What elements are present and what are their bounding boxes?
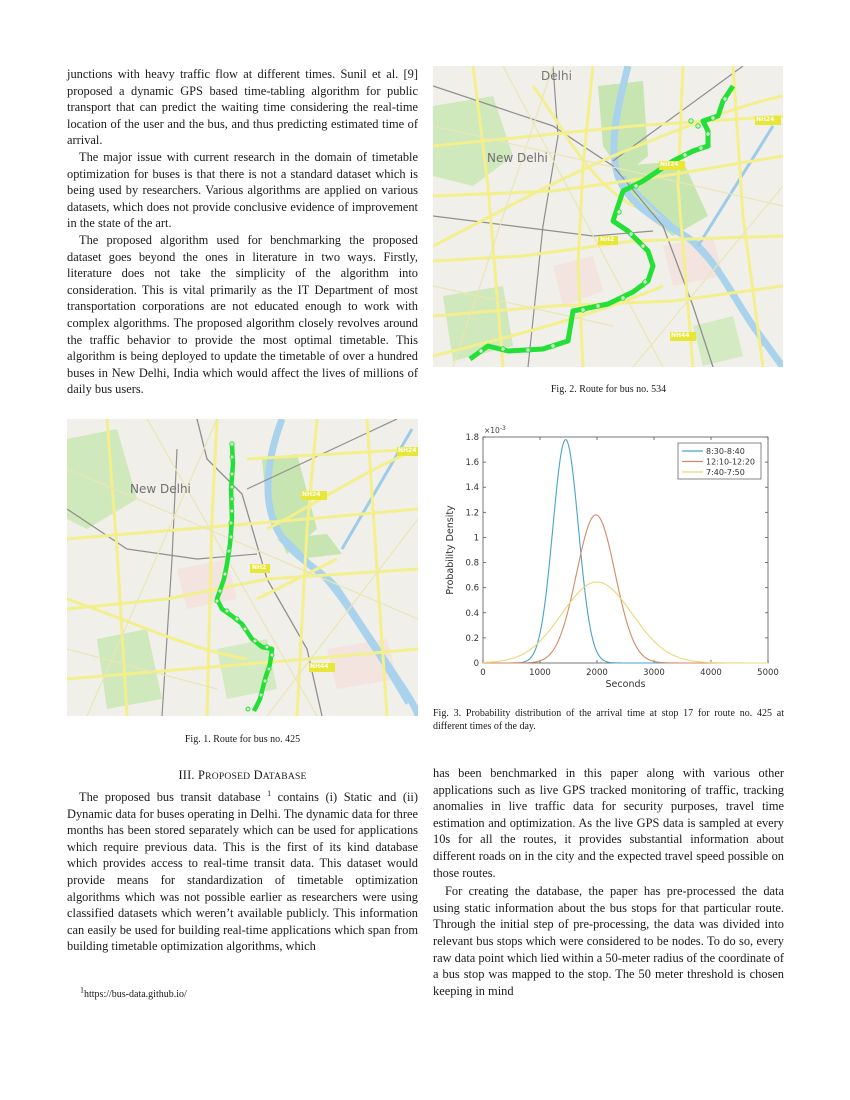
- right-column-bottom-text: [433, 765, 784, 999]
- chart-svg: [438, 422, 783, 697]
- legend-label: 7:40-7:50: [706, 468, 745, 477]
- section-title-initial: D: [253, 768, 263, 782]
- map-label-new-delhi: New Delhi: [487, 151, 548, 165]
- y-tick-label: 1.4: [465, 483, 479, 494]
- x-tick-label: 3000: [643, 668, 665, 678]
- x-tick-label: 1000: [529, 668, 551, 678]
- y-axis-label: Probability Density: [445, 505, 456, 595]
- paragraph-rest: contains (i) Static and (ii) Dynamic data for buses operating in Delhi. The dynamic data for three months has been stored separately which can be used for applications which require previous data. This is the first of its kind database which provides access to real-time transit data. This dataset would provide means for standardization of timetable optimization algorithms which was not possible earlier as researchers were using classified datasets which weren’t available publicly. This information can easily be used for building real-time applications which span from building timetable optimization algorithms, which: [67, 790, 418, 954]
- left-column-top-text: [67, 66, 418, 398]
- x-tick-label: 4000: [700, 668, 722, 678]
- x-tick-label: 5000: [757, 668, 779, 678]
- probability-density-chart: [438, 422, 783, 697]
- section-number: III.: [178, 768, 195, 782]
- x-tick-label: 0: [480, 668, 486, 678]
- figure-3-caption: Fig. 3. Probability distribution of the arrival time at stop 17 for route no. 425 at different times of the day.: [433, 708, 784, 732]
- highway-label: NH24: [756, 116, 775, 123]
- legend-label: 12:10-12:20: [706, 457, 755, 467]
- footnote-url[interactable]: https://bus-data.github.io/: [84, 989, 187, 1000]
- section-title-initial: P: [198, 768, 206, 782]
- y-tick-label: 1.2: [465, 508, 479, 519]
- highway-label: NH2: [600, 236, 615, 243]
- paragraph-start: The proposed bus transit database: [79, 790, 261, 804]
- y-tick-label: 0.4: [465, 608, 479, 619]
- section-title-rest: ROPOSED: [205, 771, 251, 782]
- highway-label: NH24: [398, 447, 417, 454]
- y-tick-label: 0.6: [465, 583, 479, 594]
- y-tick-label: 1.8: [465, 433, 479, 443]
- paragraph: [67, 789, 418, 955]
- route-map-bus-534: [433, 66, 783, 367]
- route-map-bus-425: [67, 419, 418, 716]
- section-title-rest: ATABASE: [262, 771, 307, 782]
- y-multiplier-label: $\times 10^{-3}$: [484, 425, 506, 435]
- legend-label: 8:30-8:40: [706, 447, 745, 456]
- y-tick-label: 0.2: [465, 633, 479, 644]
- y-tick-label: 0.8: [465, 558, 479, 569]
- map-graphic: [433, 66, 783, 367]
- figure-1-caption: Fig. 1. Route for bus no. 425: [184, 734, 301, 745]
- paragraph: junctions with heavy traffic flow at different times. Sunil et al. [9] proposed a dynamic GPS based time-tabling algorithm for public transport that can predict the waiting time considering the real-time location of the user and the bus, and thus predicting estimated time of arrival.: [67, 67, 418, 148]
- map-label-new-delhi: New Delhi: [130, 482, 191, 496]
- highway-label: NH44: [671, 332, 690, 339]
- footnote-reference[interactable]: 1: [267, 788, 272, 798]
- map-label-delhi: Delhi: [541, 69, 572, 83]
- y-tick-label: 1.6: [465, 458, 479, 469]
- y-tick-label: 0: [473, 659, 479, 669]
- footnote: [80, 985, 187, 1000]
- highway-label: NH44: [310, 663, 329, 670]
- x-tick-label: 2000: [586, 668, 608, 678]
- paragraph: The proposed algorithm used for benchmarking the proposed dataset goes beyond the ones in literature in two ways. Firstly, literature does not take the simplicity of the algorithm into consideration. This is vital primarily as the IT Department of most transportation corporations are not educated enough to work with complex algorithms. The proposed algorithm closely revolves around the traffic behavior to provide the most optimal timetable. This algorithm is being deployed to update the timetable of over a hundred buses in New Delhi, India which would affect the lives of millions of daily bus users.: [67, 232, 418, 397]
- x-axis-label: Seconds: [605, 679, 646, 690]
- footnote-mark: 1: [80, 985, 84, 995]
- highway-label: NH2: [252, 564, 267, 571]
- y-tick-label: 1: [473, 533, 479, 544]
- highway-label: NH24: [302, 491, 321, 498]
- map-graphic: [67, 419, 418, 716]
- left-column-bottom-text: [67, 789, 418, 955]
- section-heading: [67, 768, 418, 783]
- paragraph: has been benchmarked in this paper along with various other applications such as live GPS tracked monitoring of traffic, tracking anomalies in live traffic data for security purposes, travel time estimation and optimization. As the live GPS data is sampled at every 10s for all the routes, it provides substantial information about different roads on in the city and the expected travel speed possible on those routes.: [433, 766, 784, 880]
- paragraph: The major issue with current research in the domain of timetable optimization for buses is that there is not a standard dataset which is being used by researchers. Various algorithms are applied on various datasets, which does not provide conclusive evidence of improvement in the state of the art.: [67, 149, 418, 231]
- paragraph: For creating the database, the paper has pre-processed the data using static information about the bus stops for that particular route. Through the initial step of pre-processing, the data was divided into relevant bus stops which were considered to be nodes. To do so, every raw data point which lied within a 50-meter radius of the coordinate of a bus stop was mapped to the stop. The 50 meter threshold is chosen keeping in mind: [433, 884, 784, 998]
- highway-label: NH24: [660, 161, 679, 168]
- figure-2-caption: Fig. 2. Route for bus no. 534: [550, 384, 667, 395]
- y-multiplier-exponent: -3: [499, 425, 506, 432]
